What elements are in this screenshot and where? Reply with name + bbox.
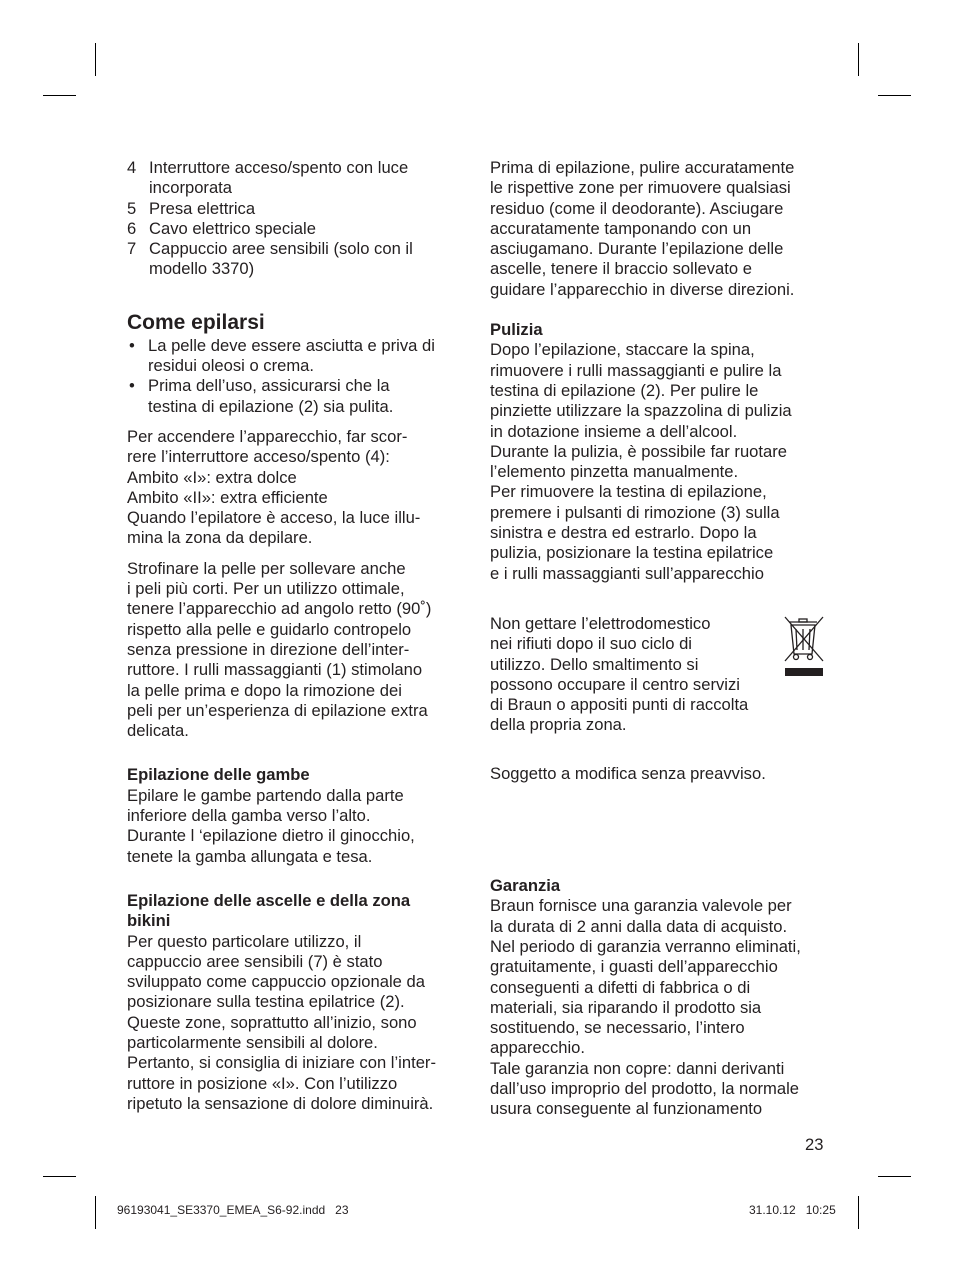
paragraph: Per accendere l’apparecchio, far scor- rere l’interruttore acceso/spento (4): Ambito «I»: extra dolce Ambito «II»: extra efficiente Quando l’epilatore è acceso, la luce illu- mina la zona da depilare. [127, 426, 421, 548]
list-item: • La pelle deve essere asciutta e priva di residui oleosi o crema. [129, 335, 435, 376]
crop-mark [858, 43, 859, 76]
list-item: 4 Interruttore acceso/spento con luce incorporata [127, 158, 409, 198]
crop-mark [43, 1176, 76, 1177]
parts-list [127, 158, 472, 280]
page-number: 23 [805, 1135, 824, 1154]
bullet-list [127, 336, 472, 417]
subsection-heading: Epilazione delle ascelle e della zona [127, 890, 411, 910]
footer-date: 31.10.12 10:25 [749, 1203, 836, 1217]
footer-file-info: 96193041_SE3370_EMEA_S6-92.indd 23 [117, 1203, 349, 1217]
subsection: Garanzia Braun fornisce una garanzia valevole per la durata di 2 anni dalla data di acquisto. Nel periodo di garanzia verranno eliminati, gratuitamente, i guasti dell’apparecchio conseguenti a difetti di fabbrica o di materiali, sia riparando il prodotto sia sostituendo, se necessario, l’intero apparecchio. Tale garanzia non copre: danni derivanti dall’uso improprio del prodotto, la normale usura conseguente al funzionamento [490, 876, 835, 1120]
crop-mark [95, 43, 96, 76]
list-item: 6 Cavo elettrico speciale [127, 218, 316, 238]
subsection: Epilazione delle gambe Epilare le gambe partendo dalla parte inferiore della gamba verso l’alto. Durante l ‘epilazione dietro il ginocchio, tenete la gamba allungata e tesa. [127, 765, 472, 866]
subsection-heading: Epilazione delle gambe [127, 765, 310, 785]
subsection: Epilazione delle ascelle e della zona bikini Per questo particolare utilizzo, il cappuccio aree sensibili (7) è stato sviluppato come cappuccio opzionale da posizionare sulla testina epilatrice (2). Queste zone, soprattutto all’inizio, sono particolarmente sensibili al dolore. Pertanto, si consiglia di iniziare con l’inter- ruttore in posizione «I». Con l’utilizzo ripetuto la sensazione di dolore diminuirà. [127, 891, 472, 1114]
subsection-heading: bikini [127, 911, 171, 931]
paragraph: Strofinare la pelle per sollevare anche i peli più corti. Per un utilizzo ottimale, tenere l’apparecchio ad angolo retto (90˚) rispetto alla pelle e guidarlo contropelo senza pressione in direzione dell’inter- ruttore. I rulli massaggianti (1) stimolano la pelle prima e dopo la rimozione dei peli per un’esperienza di epilazione extra delicata. [127, 558, 432, 741]
subsection-heading: Garanzia [490, 876, 561, 896]
crop-mark [43, 95, 76, 96]
section-heading: Come epilarsi [127, 310, 265, 334]
crop-mark [878, 1176, 911, 1177]
list-item: 7 Cappuccio aree sensibili (solo con il modello 3370) [127, 239, 413, 279]
paragraph: Prima di epilazione, pulire accuratamente le rispettive zone per rimuovere qualsiasi residuo (come il deodorante). Asciugare accuratamente tamponando con un asciugamano. Durante l’epilazione delle ascelle, tenere il braccio sollevato e guidare l’apparecchio in diverse direzioni. [490, 158, 795, 299]
crop-mark [95, 1196, 96, 1229]
list-item: 5 Presa elettrica [127, 198, 256, 218]
disposal-note: Non gettare l’elettrodomestico nei rifiuti dopo il suo ciclo di utilizzo. Dello smaltimento si possono occupare il centro servizi di Braun o appositi punti di raccolta della propria zona. [490, 613, 749, 735]
subsection: Pulizia Dopo l’epilazione, staccare la spina, rimuovere i rulli massaggianti e pulire la testina di epilazione (2). Per pulire le pinziette utilizzare la spazzolina di pulizia in dotazione insieme a dell’alcool. Durante la pulizia, è possibile far ruotare l’elemento pinzetta manualmente. Per rimuovere la testina di epilazione, premere i pulsanti di rimozione (3) sulla sinistra e destra ed estrarlo. Dopo la pulizia, posizionare la testina epilatrice e i rulli massaggianti sull’apparecchio [490, 320, 835, 584]
crop-mark [858, 1196, 859, 1229]
left-column [127, 158, 472, 1114]
notice: Soggetto a modifica senza preavviso. [490, 763, 766, 783]
crop-mark [878, 95, 911, 96]
subsection-heading: Pulizia [490, 320, 543, 340]
crossed-out-wheelie-bin-icon [782, 614, 826, 678]
list-item: • Prima dell’uso, assicurarsi che la testina di epilazione (2) sia pulita. [129, 376, 394, 416]
